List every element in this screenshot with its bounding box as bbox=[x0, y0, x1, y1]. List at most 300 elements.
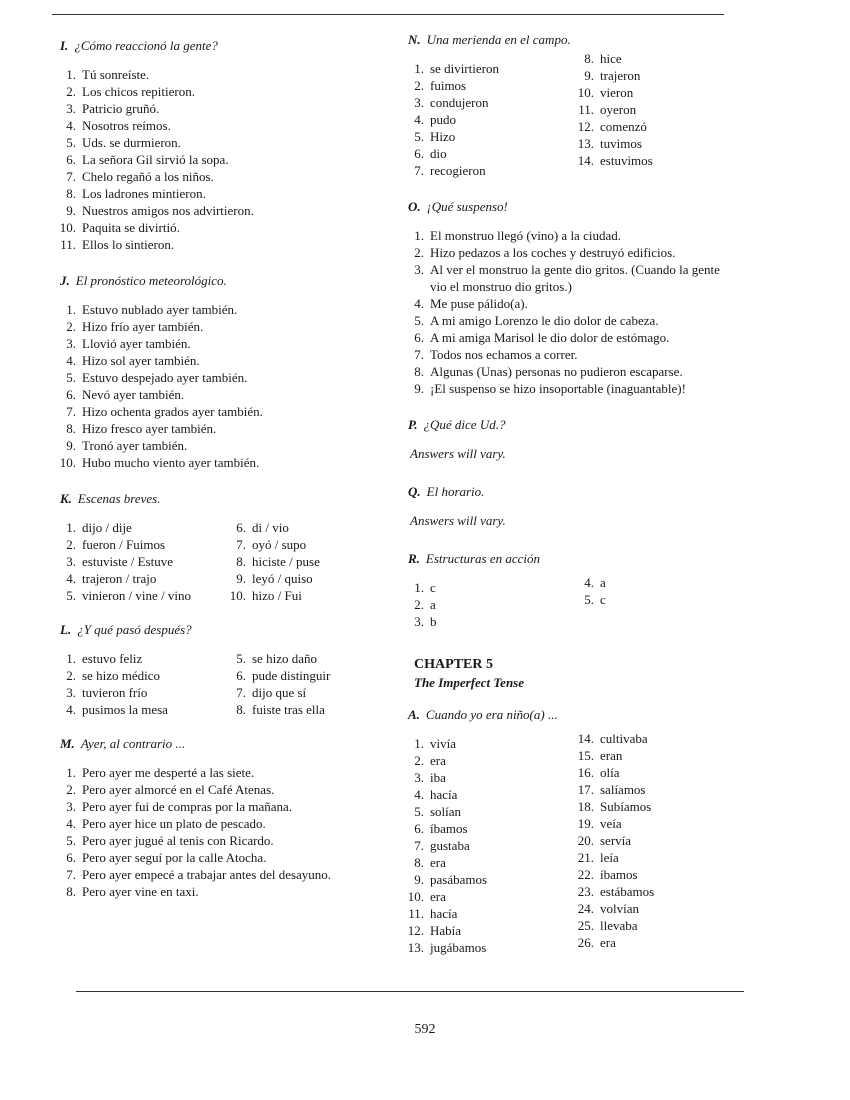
item-number: 2. bbox=[66, 782, 76, 797]
list-item bbox=[572, 135, 653, 152]
item-number: 5. bbox=[66, 833, 76, 848]
list-item bbox=[402, 128, 572, 145]
list-item bbox=[402, 752, 572, 769]
item-number: 7. bbox=[414, 838, 424, 853]
section-m bbox=[54, 736, 384, 900]
item-number: 22. bbox=[577, 867, 594, 882]
item-text: Nevó ayer también. bbox=[82, 387, 185, 402]
item-number: 1. bbox=[66, 520, 76, 535]
item-text: veía bbox=[600, 816, 622, 831]
item-number: 3. bbox=[414, 95, 424, 110]
item-text: estuvimos bbox=[600, 153, 653, 168]
item-text: pasábamos bbox=[430, 872, 488, 887]
section-title: ¿Cómo reaccionó la gente? bbox=[74, 38, 218, 53]
list-item bbox=[224, 536, 320, 553]
item-text: Los chicos repitieron. bbox=[82, 84, 195, 99]
list-item bbox=[572, 118, 653, 135]
list-item bbox=[402, 227, 732, 244]
item-number: 5. bbox=[414, 129, 424, 144]
item-number: 15. bbox=[577, 748, 594, 763]
answer-list-col1 bbox=[54, 650, 224, 718]
item-text: trajeron bbox=[600, 68, 641, 83]
section-heading bbox=[408, 32, 732, 48]
list-item bbox=[402, 888, 572, 905]
section-title: El horario. bbox=[426, 484, 485, 499]
section-letter: Q. bbox=[408, 484, 421, 499]
item-number: 8. bbox=[584, 51, 594, 66]
item-number: 5. bbox=[236, 651, 246, 666]
item-number: 12. bbox=[577, 119, 594, 134]
section-j bbox=[54, 273, 384, 471]
item-text: leía bbox=[600, 850, 619, 865]
item-number: 6. bbox=[236, 520, 246, 535]
item-number: 17. bbox=[577, 782, 594, 797]
section-i bbox=[54, 38, 384, 253]
list-item bbox=[54, 66, 384, 83]
item-text: hice bbox=[600, 51, 622, 66]
section-heading bbox=[60, 622, 384, 638]
chapter-subtitle: The Imperfect Tense bbox=[414, 675, 524, 690]
item-text: Hizo bbox=[430, 129, 456, 144]
item-text: La señora Gil sirvió la sopa. bbox=[82, 152, 229, 167]
item-text: olía bbox=[600, 765, 620, 780]
list-item bbox=[54, 301, 384, 318]
item-text: Estuvo nublado ayer también. bbox=[82, 302, 238, 317]
item-text: Hizo ochenta grados ayer también. bbox=[82, 404, 263, 419]
list-item bbox=[54, 519, 224, 536]
item-text: tuvimos bbox=[600, 136, 642, 151]
item-number: 7. bbox=[236, 537, 246, 552]
section-a bbox=[402, 707, 732, 956]
answer-list-col1 bbox=[402, 579, 572, 630]
section-heading bbox=[408, 707, 732, 723]
item-number: 4. bbox=[584, 575, 594, 590]
item-text: Patricio gruñó. bbox=[82, 101, 160, 116]
bottom-rule bbox=[76, 991, 744, 992]
item-text: Pero ayer jugué al tenis con Ricardo. bbox=[82, 833, 274, 848]
list-item bbox=[402, 60, 572, 77]
item-number: 5. bbox=[66, 370, 76, 385]
item-text: jugábamos bbox=[430, 940, 487, 955]
item-text: salíamos bbox=[600, 782, 646, 797]
item-number: 11. bbox=[60, 237, 76, 252]
item-number: 8. bbox=[236, 702, 246, 717]
list-item bbox=[402, 312, 732, 329]
list-item bbox=[54, 117, 384, 134]
answer-list-col2 bbox=[224, 650, 330, 718]
item-number: 9. bbox=[414, 381, 424, 396]
section-letter: N. bbox=[408, 32, 421, 47]
section-title: Una merienda en el campo. bbox=[426, 32, 571, 47]
answers-note: Answers will vary. bbox=[410, 446, 506, 461]
list-item bbox=[402, 922, 572, 939]
item-number: 7. bbox=[414, 163, 424, 178]
list-item bbox=[224, 587, 320, 604]
item-text: hacía bbox=[430, 906, 458, 921]
two-column-answers bbox=[402, 51, 732, 179]
section-title: Ayer, al contrario ... bbox=[80, 736, 186, 751]
section-letter: I. bbox=[60, 38, 69, 53]
item-text: era bbox=[430, 855, 446, 870]
list-item bbox=[572, 101, 653, 118]
item-number: 9. bbox=[66, 203, 76, 218]
item-number: 14. bbox=[577, 153, 594, 168]
item-number: 2. bbox=[414, 753, 424, 768]
item-number: 2. bbox=[66, 84, 76, 99]
section-title: El pronóstico meteorológico. bbox=[75, 273, 227, 288]
item-text: Algunas (Unas) personas no pudieron escaparse. bbox=[430, 364, 683, 379]
item-text: servía bbox=[600, 833, 632, 848]
section-heading bbox=[60, 273, 384, 289]
list-item bbox=[54, 553, 224, 570]
list-item bbox=[402, 295, 732, 312]
answer-list-col2 bbox=[572, 574, 606, 630]
list-item bbox=[54, 798, 384, 815]
item-text: Pero ayer almorcé en el Café Atenas. bbox=[82, 782, 275, 797]
item-text: estábamos bbox=[600, 884, 655, 899]
item-number: 26. bbox=[577, 935, 594, 950]
section-letter: L. bbox=[60, 622, 72, 637]
list-item bbox=[54, 437, 384, 454]
answer-list-col2 bbox=[572, 730, 654, 956]
answer-list bbox=[54, 764, 384, 900]
item-text: tuvieron frío bbox=[82, 685, 148, 700]
list-item bbox=[54, 335, 384, 352]
item-number: 21. bbox=[577, 850, 594, 865]
list-item bbox=[402, 579, 572, 596]
item-number: 2. bbox=[414, 597, 424, 612]
section-heading bbox=[408, 551, 732, 567]
item-number: 6. bbox=[66, 152, 76, 167]
list-item bbox=[402, 613, 572, 630]
item-number: 5. bbox=[66, 588, 76, 603]
list-item bbox=[54, 883, 384, 900]
list-item bbox=[54, 134, 384, 151]
list-item bbox=[54, 454, 384, 471]
item-text: vinieron / vine / vino bbox=[82, 588, 192, 603]
section-heading bbox=[60, 491, 384, 507]
item-text: Pero ayer fui de compras por la mañana. bbox=[82, 799, 293, 814]
two-column-answers bbox=[54, 650, 384, 718]
item-number: 10. bbox=[59, 455, 76, 470]
item-number: 18. bbox=[577, 799, 594, 814]
item-number: 1. bbox=[66, 67, 76, 82]
item-text: estuviste / Estuve bbox=[82, 554, 173, 569]
section-heading bbox=[60, 736, 384, 752]
item-number: 7. bbox=[66, 404, 76, 419]
item-text: pudo bbox=[430, 112, 456, 127]
list-item bbox=[402, 905, 572, 922]
item-text: Pero ayer seguí por la calle Atocha. bbox=[82, 850, 267, 865]
list-item bbox=[54, 650, 224, 667]
item-text: Hizo pedazos a los coches y destruyó edificios. bbox=[430, 245, 676, 260]
list-item bbox=[224, 701, 330, 718]
item-number: 7. bbox=[236, 685, 246, 700]
list-item bbox=[54, 587, 224, 604]
item-text: Chelo regañó a los niños. bbox=[82, 169, 214, 184]
list-item bbox=[54, 219, 384, 236]
item-text: íbamos bbox=[600, 867, 638, 882]
item-text: hacía bbox=[430, 787, 458, 802]
item-number: 4. bbox=[414, 787, 424, 802]
item-text: fuiste tras ella bbox=[252, 702, 325, 717]
two-column-answers bbox=[402, 575, 732, 630]
item-text: dijo / dije bbox=[82, 520, 132, 535]
list-item bbox=[572, 84, 653, 101]
list-item bbox=[572, 849, 654, 866]
item-text: b bbox=[430, 614, 437, 629]
item-number: 3. bbox=[414, 614, 424, 629]
list-item bbox=[572, 934, 654, 951]
section-heading bbox=[408, 417, 732, 433]
list-item bbox=[54, 386, 384, 403]
item-number: 25. bbox=[577, 918, 594, 933]
item-number: 3. bbox=[414, 770, 424, 785]
item-text: condujeron bbox=[430, 95, 489, 110]
item-text: Todos nos echamos a correr. bbox=[430, 347, 578, 362]
section-title: Estructuras en acción bbox=[425, 551, 541, 566]
item-number: 10. bbox=[229, 588, 246, 603]
item-number: 2. bbox=[66, 319, 76, 334]
list-item bbox=[54, 185, 384, 202]
item-text: Pero ayer vine en taxi. bbox=[82, 884, 199, 899]
item-text: eran bbox=[600, 748, 623, 763]
list-item bbox=[54, 764, 384, 781]
item-number: 9. bbox=[66, 438, 76, 453]
item-text: llevaba bbox=[600, 918, 638, 933]
item-text: Pero ayer empecé a trabajar antes del desayuno. bbox=[82, 867, 332, 882]
list-item bbox=[572, 67, 653, 84]
section-letter: P. bbox=[408, 417, 418, 432]
item-number: 6. bbox=[414, 146, 424, 161]
section-heading bbox=[408, 199, 732, 215]
item-number: 4. bbox=[66, 118, 76, 133]
list-item bbox=[54, 318, 384, 335]
answers-note: Answers will vary. bbox=[410, 513, 506, 528]
item-text: comenzó bbox=[600, 119, 647, 134]
item-number: 5. bbox=[414, 313, 424, 328]
list-item bbox=[402, 820, 572, 837]
list-item bbox=[572, 152, 653, 169]
list-item bbox=[54, 151, 384, 168]
section-letter: R. bbox=[408, 551, 420, 566]
answer-list-col1 bbox=[402, 60, 572, 179]
item-number: 4. bbox=[66, 702, 76, 717]
list-item bbox=[402, 329, 732, 346]
item-number: 3. bbox=[66, 336, 76, 351]
item-number: 3. bbox=[414, 262, 424, 277]
item-number: 7. bbox=[66, 867, 76, 882]
list-item bbox=[402, 735, 572, 752]
list-item bbox=[224, 667, 330, 684]
list-item bbox=[572, 591, 606, 608]
item-text: Hubo mucho viento ayer también. bbox=[82, 455, 260, 470]
item-text: Hizo frío ayer también. bbox=[82, 319, 204, 334]
item-number: 10. bbox=[59, 220, 76, 235]
item-text: El monstruo llegó (vino) a la ciudad. bbox=[430, 228, 621, 243]
item-number: 8. bbox=[414, 855, 424, 870]
answer-list-col1 bbox=[402, 735, 572, 956]
item-number: 5. bbox=[414, 804, 424, 819]
list-item bbox=[54, 815, 384, 832]
list-item bbox=[402, 111, 572, 128]
list-item bbox=[402, 871, 572, 888]
section-p bbox=[402, 417, 732, 462]
list-item bbox=[402, 363, 732, 380]
item-number: 11. bbox=[408, 906, 424, 921]
item-number: 16. bbox=[577, 765, 594, 780]
item-text: cultivaba bbox=[600, 731, 648, 746]
page-number: 592 bbox=[414, 1022, 436, 1037]
list-item bbox=[54, 83, 384, 100]
section-letter: K. bbox=[60, 491, 72, 506]
section-letter: O. bbox=[408, 199, 421, 214]
list-item bbox=[402, 837, 572, 854]
list-item bbox=[572, 866, 654, 883]
item-number: 1. bbox=[66, 765, 76, 780]
list-item bbox=[402, 145, 572, 162]
item-number: 6. bbox=[236, 668, 246, 683]
item-number: 13. bbox=[407, 940, 424, 955]
item-text: Había bbox=[430, 923, 462, 938]
item-text: Los ladrones mintieron. bbox=[82, 186, 206, 201]
answer-list bbox=[54, 301, 384, 471]
item-text: Hizo fresco ayer también. bbox=[82, 421, 217, 436]
section-title: Escenas breves. bbox=[77, 491, 161, 506]
item-text: hiciste / puse bbox=[252, 554, 320, 569]
list-item bbox=[224, 684, 330, 701]
item-number: 4. bbox=[66, 571, 76, 586]
item-text: A mi amiga Marisol le dio dolor de estómago. bbox=[430, 330, 670, 345]
two-column-answers bbox=[54, 519, 384, 604]
section-q bbox=[402, 484, 732, 529]
list-item bbox=[54, 369, 384, 386]
item-number: 2. bbox=[66, 668, 76, 683]
item-text: Ellos lo sintieron. bbox=[82, 237, 175, 252]
item-text: gustaba bbox=[430, 838, 470, 853]
item-number: 5. bbox=[584, 592, 594, 607]
list-item bbox=[572, 764, 654, 781]
item-number: 5. bbox=[66, 135, 76, 150]
item-number: 2. bbox=[414, 245, 424, 260]
list-item bbox=[402, 803, 572, 820]
section-o bbox=[402, 199, 732, 397]
two-column-answers bbox=[402, 731, 732, 956]
item-number: 23. bbox=[577, 884, 594, 899]
item-text: solían bbox=[430, 804, 462, 819]
list-item bbox=[572, 574, 606, 591]
list-item bbox=[54, 849, 384, 866]
item-text: Subíamos bbox=[600, 799, 652, 814]
list-item bbox=[572, 917, 654, 934]
list-item bbox=[402, 346, 732, 363]
list-item bbox=[54, 832, 384, 849]
item-number: 13. bbox=[577, 136, 594, 151]
item-text: se divirtieron bbox=[430, 61, 499, 76]
list-item bbox=[572, 747, 654, 764]
item-number: 1. bbox=[414, 736, 424, 751]
item-number: 3. bbox=[66, 799, 76, 814]
list-item bbox=[402, 77, 572, 94]
item-text: a bbox=[430, 597, 436, 612]
list-item bbox=[54, 781, 384, 798]
item-number: 1. bbox=[414, 228, 424, 243]
item-text: Pero ayer me desperté a las siete. bbox=[82, 765, 255, 780]
item-number: 4. bbox=[414, 296, 424, 311]
item-text: se hizo médico bbox=[82, 668, 160, 683]
item-text: di / vio bbox=[252, 520, 289, 535]
list-item bbox=[402, 786, 572, 803]
list-item bbox=[54, 202, 384, 219]
item-number: 4. bbox=[414, 112, 424, 127]
list-item bbox=[224, 650, 330, 667]
item-number: 10. bbox=[407, 889, 424, 904]
item-text: Tú sonreíste. bbox=[82, 67, 150, 82]
item-number: 4. bbox=[66, 353, 76, 368]
item-text: ¡El suspenso se hizo insoportable (inaguantable)! bbox=[430, 381, 686, 396]
section-letter: A. bbox=[408, 707, 420, 722]
top-rule bbox=[52, 14, 724, 15]
list-item bbox=[54, 352, 384, 369]
list-item bbox=[54, 420, 384, 437]
item-text: leyó / quiso bbox=[252, 571, 313, 586]
item-number: 6. bbox=[414, 821, 424, 836]
section-k bbox=[54, 491, 384, 604]
answer-list bbox=[402, 227, 732, 397]
list-item bbox=[54, 403, 384, 420]
item-text: era bbox=[600, 935, 616, 950]
answer-list-col1 bbox=[54, 519, 224, 604]
item-number: 3. bbox=[66, 685, 76, 700]
list-item bbox=[572, 900, 654, 917]
list-item bbox=[224, 570, 320, 587]
item-text: Nuestros amigos nos advirtieron. bbox=[82, 203, 254, 218]
section-n bbox=[402, 32, 732, 179]
answer-list-col2 bbox=[572, 50, 653, 179]
list-item bbox=[402, 769, 572, 786]
item-text: c bbox=[430, 580, 436, 595]
section-heading bbox=[60, 38, 384, 54]
item-text: Pero ayer hice un plato de pescado. bbox=[82, 816, 266, 831]
item-number: 8. bbox=[66, 186, 76, 201]
item-text: dio bbox=[430, 146, 447, 161]
answer-list-col2 bbox=[224, 519, 320, 604]
item-number: 12. bbox=[407, 923, 424, 938]
list-item bbox=[572, 832, 654, 849]
item-text: Paquita se divirtió. bbox=[82, 220, 180, 235]
item-text: íbamos bbox=[430, 821, 468, 836]
list-item bbox=[402, 261, 732, 295]
item-text: A mi amigo Lorenzo le dio dolor de cabeza. bbox=[430, 313, 659, 328]
item-text: se hizo daño bbox=[252, 651, 317, 666]
item-number: 1. bbox=[414, 61, 424, 76]
item-number: 3. bbox=[66, 101, 76, 116]
list-item bbox=[402, 94, 572, 111]
item-number: 2. bbox=[66, 537, 76, 552]
item-number: 7. bbox=[66, 169, 76, 184]
chapter-title: CHAPTER 5 bbox=[414, 657, 493, 672]
item-number: 6. bbox=[66, 850, 76, 865]
item-number: 1. bbox=[414, 580, 424, 595]
item-number: 1. bbox=[66, 651, 76, 666]
list-item bbox=[572, 798, 654, 815]
item-text: Me puse pálido(a). bbox=[430, 296, 528, 311]
item-text: hizo / Fui bbox=[252, 588, 302, 603]
item-text: Estuvo despejado ayer también. bbox=[82, 370, 248, 385]
list-item bbox=[54, 667, 224, 684]
item-text: a bbox=[600, 575, 606, 590]
list-item bbox=[572, 730, 654, 747]
